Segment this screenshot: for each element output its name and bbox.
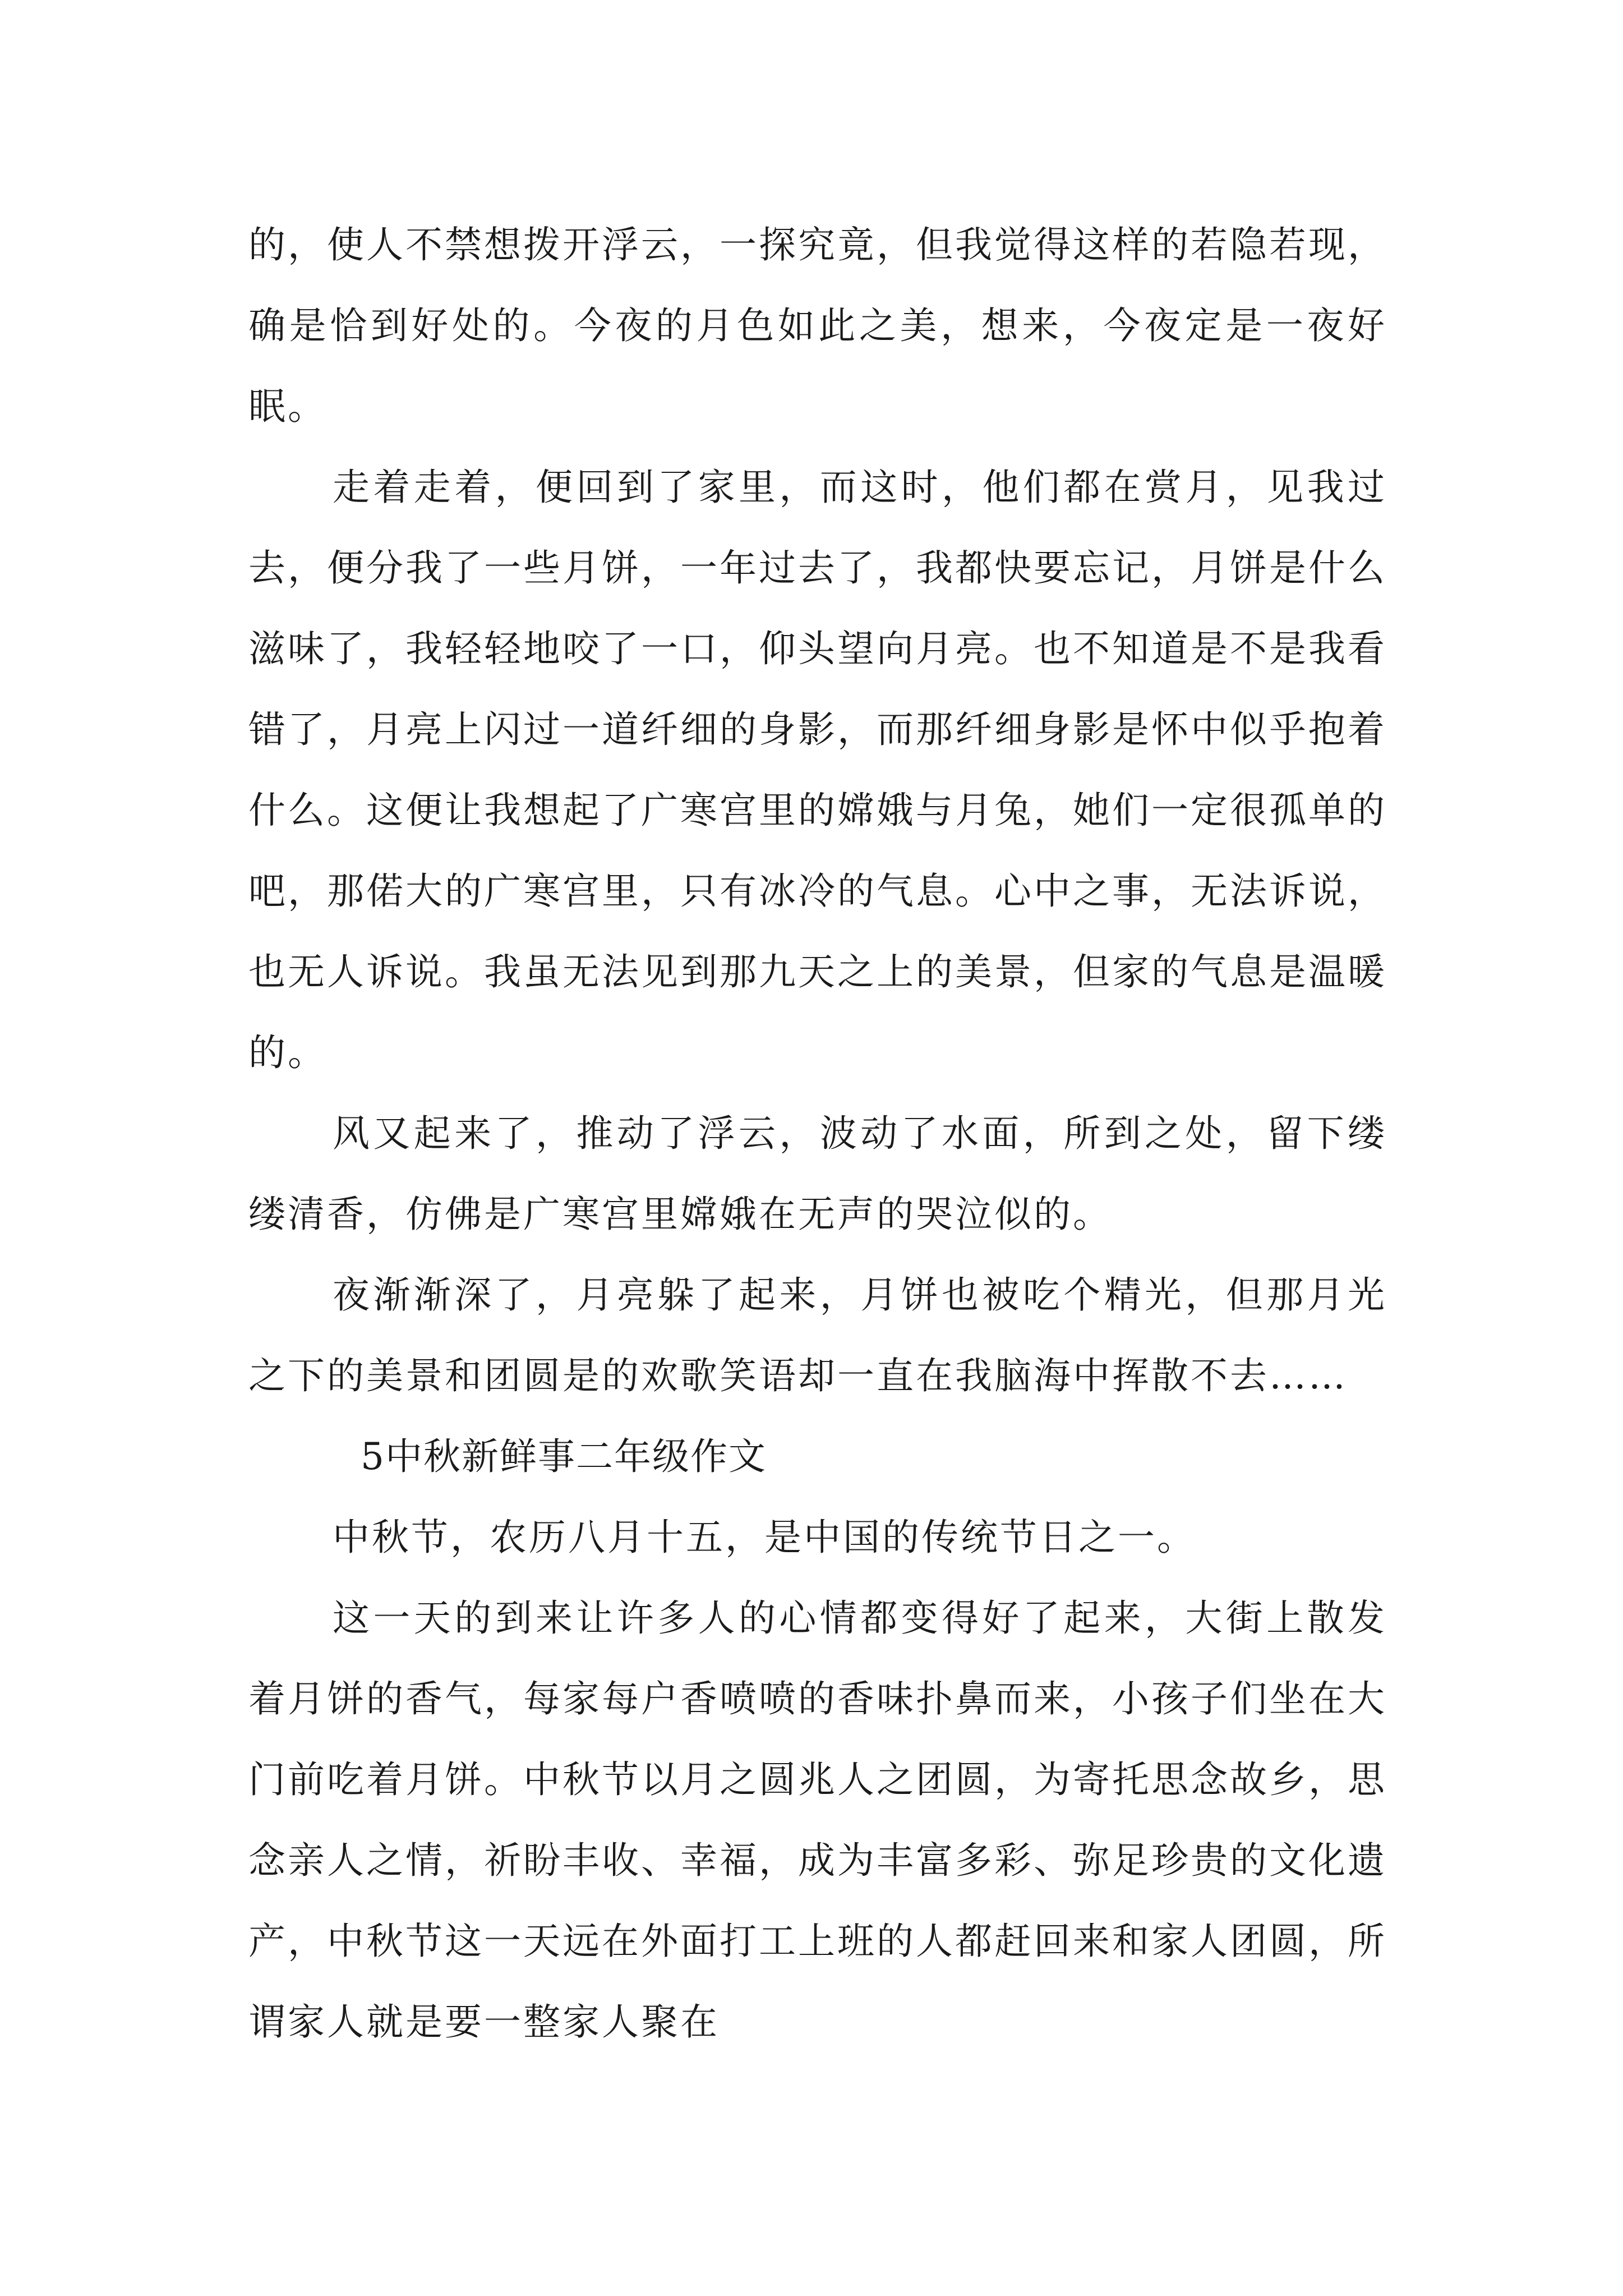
paragraph-night: 夜渐渐深了，月亮躲了起来，月饼也被吃个精光，但那月光之下的美景和团圆是的欢歌笑语却一直在我脑海中挥散不去…… bbox=[248, 1273, 1387, 1397]
paragraph-walking-home: 走着走着，便回到了家里，而这时，他们都在赏月，见我过去，便分我了一些月饼，一年过去了，我都快要忘记，月饼是什么滋味了，我轻轻地咬了一口，仰头望向月亮。也不知道是不是我看错了，月亮上闪过一道纤细的身影，而那纤细身影是怀中似乎抱着什么。这便让我想起了广寒宫里的嫦娥与月兔，她们一定很孤单的吧，那偌大的广寒宫里，只有冰冷的气息。心中之事，无法诉说，也无人诉说。我虽无法见到那九天之上的美景，但家的气息是温暖的。 bbox=[248, 466, 1387, 1074]
essay-body bbox=[248, 205, 1387, 2063]
paragraph-festival-intro: 中秋节，农历八月十五，是中国的传统节日之一。 bbox=[333, 1516, 1196, 1559]
paragraph-wind: 风又起来了，推动了浮云，波动了水面，所到之处，留下缕缕清香，仿佛是广寒宫里嫦娥在无声的哭泣似的。 bbox=[248, 1112, 1387, 1236]
paragraph-continuation: 的，使人不禁想拨开浮云，一探究竟，但我觉得这样的若隐若现，确是恰到好处的。今夜的月色如此之美，想来，今夜定是一夜好眠。 bbox=[248, 223, 1387, 428]
essay-title: 5中秋新鲜事二年级作文 bbox=[361, 1435, 767, 1478]
paragraph-festival-day: 这一天的到来让许多人的心情都变得好了起来，大街上散发着月饼的香气，每家每户香喷喷的香味扑鼻而来，小孩子们坐在大门前吃着月饼。中秋节以月之圆兆人之团圆，为寄托思念故乡，思念亲人之情，祈盼丰收、幸福，成为丰富多彩、弥足珍贵的文化遗产，中秋节这一天远在外面打工上班的人都赶回来和家人团圆，所谓家人就是要一整家人聚在 bbox=[248, 1596, 1387, 2044]
